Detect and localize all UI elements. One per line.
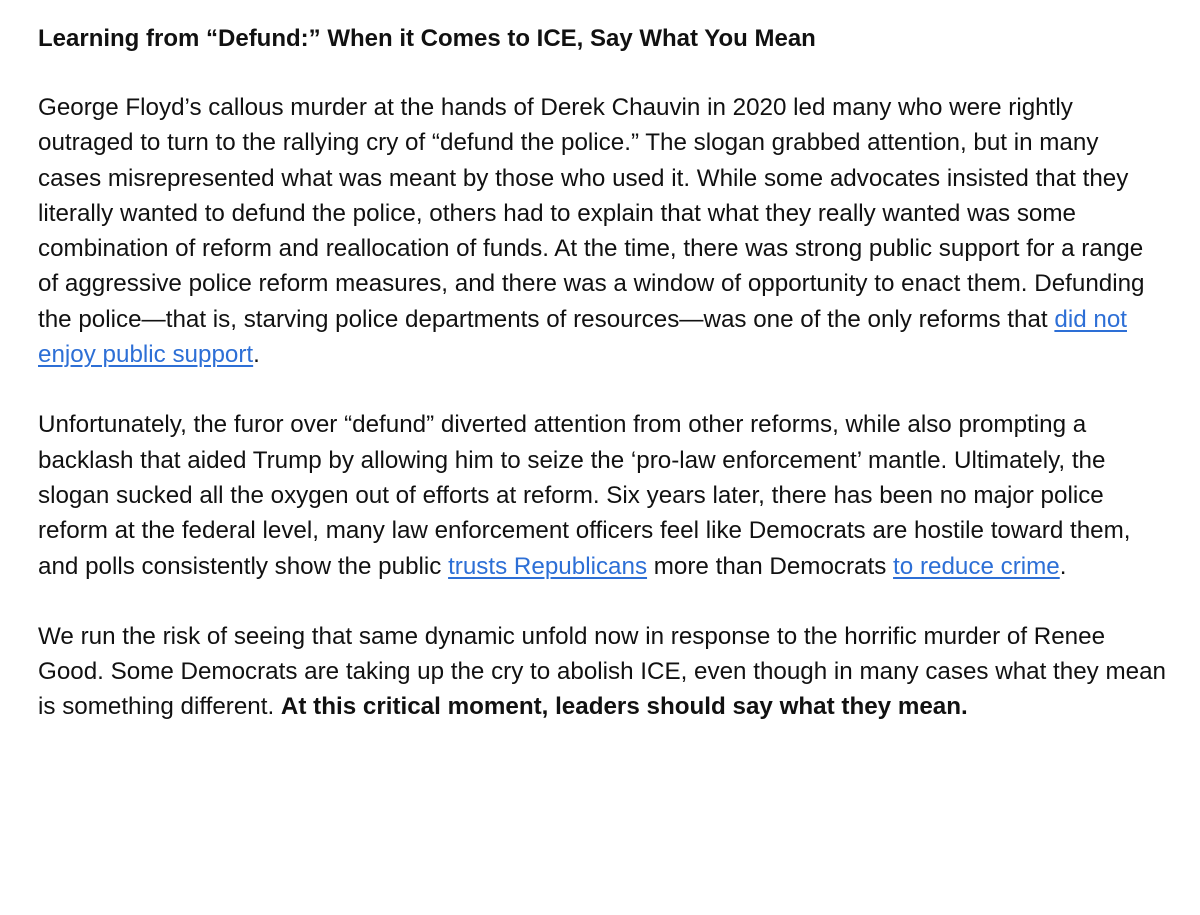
paragraph-3-bold: At this critical moment, leaders should say what they mean. <box>280 693 968 721</box>
paragraph-1-text: George Floyd’s callous murder at the hands of Derek Chauvin in 2020 led many who were rightly outraged to turn to the rallying cry of “defund the police.” The slogan grabbed attention, but in many cases misrepresented what was meant by those who used it. While some advocates insisted that they literally wanted to defund the police, others had to explain that what they really wanted was some combination of reform and reallocation of funds. At the time, there was strong public support for a range of aggressive police reform measures, and there was a window of opportunity to enact them. Defunding the police—that is, starving police departments of resources—was one of the only reforms that <box>38 94 1145 333</box>
article-title: Learning from “Defund:” When it Comes to ICE, Say What You Mean <box>38 25 816 52</box>
paragraph-2-middle: more than Democrats <box>647 552 894 580</box>
paragraph-1-end: . <box>253 341 260 369</box>
paragraph-1 <box>38 90 1168 372</box>
paragraph-2-end: . <box>1059 552 1067 580</box>
public-support-link[interactable]: did not enjoy public support <box>38 305 1127 369</box>
paragraph-3-text: We run the risk of seeing that same dynamic unfold now in response to the horrific murder of Renee Good. Some Democrats are taking up the cry to abolish ICE, even though in many cases what they mean is something different. <box>38 622 1167 721</box>
article <box>38 22 1168 725</box>
trusts-republicans-link[interactable]: trusts Republicans <box>448 552 648 580</box>
paragraph-2-text: Unfortunately, the furor over “defund” diverted attention from other reforms, while also prompting a backlash that aided Trump by allowing him to seize the ‘pro-law enforcement’ mantle. Ultimately, the slogan sucked all the oxygen out of efforts at reform. Six years later, there has been no major police reform at the federal level, many law enforcement officers feel like Democrats are hostile toward them, and polls consistently show the public <box>38 411 1131 580</box>
paragraph-3 <box>38 619 1168 725</box>
reduce-crime-link[interactable]: to reduce crime <box>893 552 1060 580</box>
paragraph-2 <box>38 407 1168 583</box>
